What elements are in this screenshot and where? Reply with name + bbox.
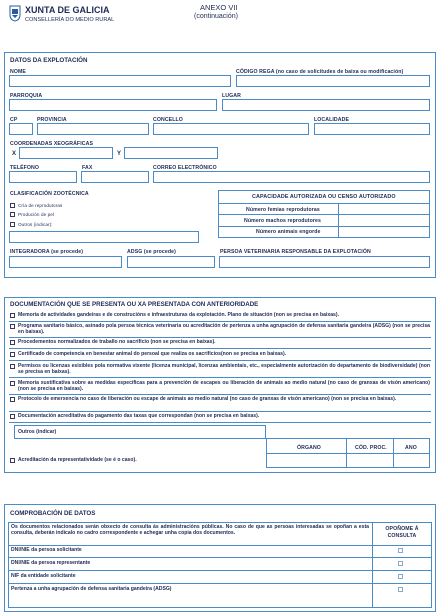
producion-label: Produción de pel bbox=[18, 212, 55, 217]
xunta-logo-icon bbox=[8, 4, 22, 22]
correo-label: CORREO ELECTRÓNICO bbox=[153, 165, 217, 171]
fax-field[interactable] bbox=[81, 171, 149, 183]
comprobacion-row-4: Pertenza a unha agrupación de defensa sanitaria gandeira (ADSG) bbox=[11, 586, 172, 592]
x-label: X bbox=[12, 151, 17, 157]
cria-label: Cría de reprodutoras bbox=[18, 203, 63, 208]
concello-label: CONCELLO bbox=[153, 117, 183, 123]
lugar-field[interactable] bbox=[222, 99, 430, 111]
veterinaria-field[interactable] bbox=[219, 256, 430, 268]
adsg-label: ADSG (se procede) bbox=[127, 249, 176, 255]
machos-field[interactable] bbox=[340, 216, 428, 224]
annex-title: ANEXO VII bbox=[200, 3, 238, 12]
comprobacion-row-3: NIF da entidade solicitante bbox=[11, 573, 76, 579]
doc-checkbox-6[interactable] bbox=[10, 381, 15, 386]
machos-label: Número machos reprodutores bbox=[244, 218, 321, 224]
fax-label: FAX bbox=[82, 165, 93, 171]
femias-field[interactable] bbox=[340, 205, 428, 213]
doc-item-1: Memoria de actividades gandeiras e de construcións e infraestruturas da explotación. Plano de situación (non se precisa en baixas). bbox=[18, 312, 340, 318]
y-label: Y bbox=[117, 151, 122, 157]
ano-header: ANO bbox=[405, 445, 417, 451]
annex-continuation: (continuación) bbox=[194, 13, 238, 20]
comprobacion-title: COMPROBACIÓN DE DATOS bbox=[10, 510, 96, 517]
department-name: CONSELLERÍA DO MEDIO RURAL bbox=[25, 17, 115, 23]
telefono-field[interactable] bbox=[9, 171, 77, 183]
doc-checkbox-7[interactable] bbox=[10, 397, 15, 402]
doc-checkbox-4[interactable] bbox=[10, 352, 15, 357]
coord-y-field[interactable] bbox=[124, 147, 218, 159]
cod-proc-header: CÓD. PROC. bbox=[355, 445, 387, 451]
correo-field[interactable] bbox=[153, 171, 430, 183]
cria-checkbox[interactable] bbox=[10, 203, 15, 208]
provincia-label: PROVINCIA bbox=[37, 117, 67, 123]
nome-label: NOME bbox=[10, 69, 26, 75]
lugar-label: LUGAR bbox=[222, 93, 241, 99]
veterinaria-label: PERSOA VETERINARIA RESPONSABLE DA EXPLOTACIÓN bbox=[220, 249, 371, 255]
doc-item-7: Protocolo de emerxencia no caso de liberación ou escape de animais ao medio natural (no caso de granxas de visón americano) (non se precisa en baixas). bbox=[18, 396, 397, 402]
doc-checkbox-1[interactable] bbox=[10, 313, 15, 318]
documentacion-title: DOCUMENTACIÓN QUE SE PRESENTA OU XA PRESENTADA CON ANTERIORIDADE bbox=[10, 301, 259, 308]
doc-item-2: Programa sanitario básico, asinado pola persoa técnica veterinaria ou acreditación de pertenza a unha agrupación de defensa sanitaria gandeira (ADSG) (non se precisa en baixas). bbox=[18, 323, 430, 336]
codigo-rega-field[interactable] bbox=[236, 75, 430, 87]
coordenadas-label: COORDENADAS XEOGRÁFICAS bbox=[10, 141, 93, 147]
doc-item-4: Certificado de competencia en benestar animal do persoal que realiza os sacrificios(non se precisa en baixas). bbox=[18, 351, 287, 357]
integradora-label: INTEGRADORA (se procede) bbox=[10, 249, 84, 255]
parroquia-label: PARROQUIA bbox=[10, 93, 43, 99]
engorde-label: Número animais engorde bbox=[256, 229, 321, 235]
oppose-header: OPOÑOME Á CONSULTA bbox=[385, 526, 419, 539]
nome-field[interactable] bbox=[9, 75, 231, 87]
adsg-field[interactable] bbox=[127, 256, 215, 268]
doc-checkbox-5[interactable] bbox=[10, 364, 15, 369]
comprobacion-row-1: DNI/NIE da persoa solicitante bbox=[11, 547, 82, 553]
oppose-checkbox-1[interactable] bbox=[398, 548, 403, 553]
femias-label: Número femias reprodutoras bbox=[246, 207, 320, 213]
concello-field[interactable] bbox=[153, 123, 309, 135]
oppose-checkbox-4[interactable] bbox=[398, 587, 403, 592]
parroquia-field[interactable] bbox=[9, 99, 217, 111]
doc-item-3: Procedementos normalizados de traballo no sacrificio (non se precisa en baixas). bbox=[18, 339, 216, 345]
organo-header: ÓRGANO bbox=[297, 445, 321, 451]
engorde-field[interactable] bbox=[340, 228, 428, 236]
producion-checkbox[interactable] bbox=[10, 212, 15, 217]
localidade-field[interactable] bbox=[314, 123, 430, 135]
provincia-field[interactable] bbox=[37, 123, 149, 135]
acreditacion-checkbox[interactable] bbox=[10, 458, 15, 463]
doc-checkbox-3[interactable] bbox=[10, 340, 15, 345]
oppose-checkbox-2[interactable] bbox=[398, 561, 403, 566]
outros-doc-label: Outros (indicar) bbox=[18, 429, 57, 435]
doc-item-5: Permisos ou licenzas esixibles pola normativa vixente (licenza municipal, licenzas ambientais, etc., especialmente autorización do departamento de biodiversidade) (non se precisa en baixas). bbox=[18, 363, 430, 376]
coord-x-field[interactable] bbox=[19, 147, 113, 159]
comprobacion-row-2: DNI/NIE da persoa representante bbox=[11, 560, 91, 566]
clasificacion-label: CLASIFICACIÓN ZOOTÉCNICA bbox=[10, 191, 89, 197]
capacidade-title: CAPACIDADE AUTORIZADA OU CENSO AUTORIZADO bbox=[252, 194, 396, 200]
cp-field[interactable] bbox=[9, 123, 33, 135]
doc-item-6: Memoria xustificativa sobre as medidas específicas para a prevención de escapes ou liberación de animais ao medio natural (no caso de granxas de visón americano) (non se precisa en baixas). bbox=[18, 380, 430, 393]
org-name: XUNTA DE GALICIA bbox=[25, 5, 110, 15]
integradora-field[interactable] bbox=[9, 256, 122, 268]
codigo-rega-label: CÓDIGO REGA (no caso de solicitudes de baixa ou modificación) bbox=[236, 69, 404, 75]
acreditacion-label: Acreditación da representatividade (se é o caso). bbox=[18, 457, 137, 463]
telefono-label: TELÉFONO bbox=[10, 165, 40, 171]
outros-checkbox[interactable] bbox=[10, 222, 15, 227]
localidade-label: LOCALIDADE bbox=[314, 117, 350, 123]
doc-checkbox-2[interactable] bbox=[10, 324, 15, 329]
outros-field[interactable] bbox=[9, 231, 199, 243]
oppose-checkbox-3[interactable] bbox=[398, 574, 403, 579]
doc-item-8: Documentación acreditativa do pagamento das taxas que correspondan (non se precisa en baixas). bbox=[18, 413, 260, 419]
outros-label: Outros (indicar): bbox=[18, 222, 53, 227]
cp-label: CP bbox=[10, 117, 18, 123]
explotacion-title: DATOS DA EXPLOTACIÓN bbox=[10, 57, 88, 64]
doc-checkbox-8[interactable] bbox=[10, 414, 15, 419]
comprobacion-intro: Os documentos relacionados serán obxecto de consulta ás administracións públicas. No caso de que as persoas interesadas se opoñan a esta consulta, deberán indicalo no cadro correspondente e achegar unha copia dos documentos. bbox=[11, 524, 369, 537]
